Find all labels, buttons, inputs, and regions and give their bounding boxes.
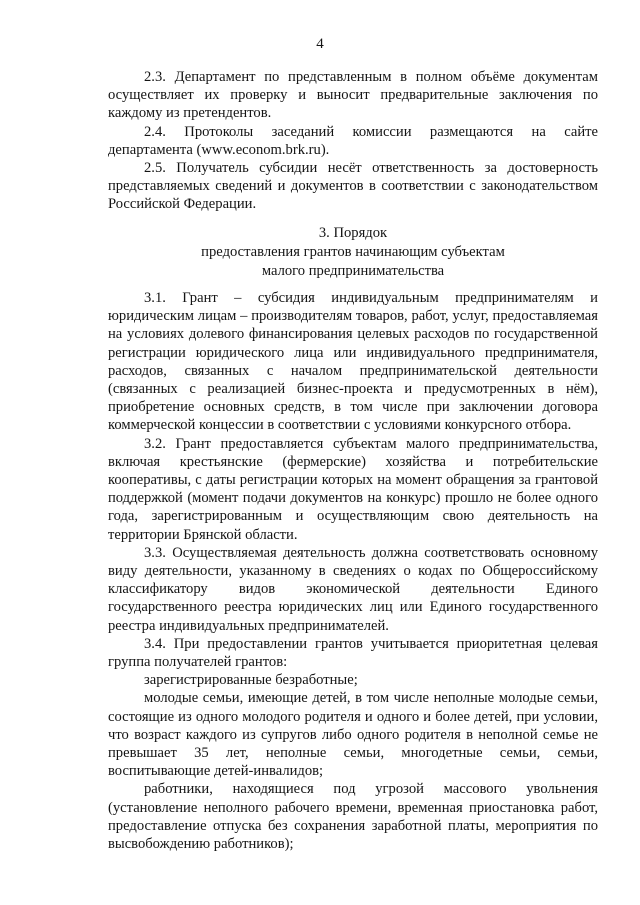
paragraphs-section-3 xyxy=(108,289,598,853)
paragraph-3-3: 3.3. Осуществляемая деятельность должна соответствовать основному виду деятельности, указанному в сведениях о кодах по Общероссийскому классификатору видов экономической деятельности Единого государственного реестра юридических лиц или Единого государственного реестра индивидуальных предпринимателей. xyxy=(108,544,598,634)
paragraph-2-4: 2.4. Протоколы заседаний комиссии размещаются на сайте департамента (www.econom.brk.ru). xyxy=(108,123,598,158)
section-heading-line-1: 3. Порядок xyxy=(318,225,388,241)
section-heading-line-2: предоставления грантов начинающим субъектам xyxy=(201,244,505,260)
paragraph-3-4: 3.4. При предоставлении грантов учитывается приоритетная целевая группа получателей грантов: xyxy=(108,635,598,671)
page-number: 4 xyxy=(316,36,324,52)
list-item-workers-layoff: работники, находящиеся под угрозой массового увольнения (установление неполного рабочего времени, временная приостановка работ, предоставление отпуска без сохранения заработной платы, мероприятия по высвобождению работников); xyxy=(108,781,598,853)
paragraph-2-5: 2.5. Получатель субсидии несёт ответственность за достоверность представляемых сведений и документов в соответствии с законодательством Российской Федерации. xyxy=(108,160,598,213)
paragraph-2-3: 2.3. Департамент по представленным в полном объёме документам осуществляет их проверку и выносит предварительные заключения по каждому из претендентов. xyxy=(108,69,598,122)
paragraph-3-2: 3.2. Грант предоставляется субъектам малого предпринимательства, включая крестьянские (фермерские) хозяйства и потребительские кооперативы, с даты регистрации которых на момент обращения за грантовой поддержкой (момент подачи документов на конкурс) прошло не более одного года, зарегистрированным и осуществляющим свою деятельность на территории Брянской области. xyxy=(108,435,598,543)
paragraph-3-1: 3.1. Грант – субсидия индивидуальным предпринимателям и юридическим лицам – производителям товаров, работ, услуг, предоставляемая на условиях долевого финансирования целевых расходов по государственной регистрации юридического лица или индивидуального предпринимателя, расходов, связанных с началом предпринимательской деятельности (связанных с реализацией бизнес-проекта и предусмотренных в нём), приобретение основных средств, в том числе при заключении договора коммерческой концессии в соответствии с условиями конкурсного отбора. xyxy=(108,290,598,434)
section-3-heading-block xyxy=(108,224,598,281)
section-heading-line-3: малого предпринимательства xyxy=(261,263,445,279)
section-heading xyxy=(108,224,598,281)
paragraphs-section-2 xyxy=(108,68,598,214)
list-item-unemployed: зарегистрированные безработные; xyxy=(144,672,358,689)
list-item-young-families: молодые семьи, имеющие детей, в том числе неполные молодые семьи, состоящие из одного молодого родителя и одного и более детей, при условии, что возраст каждого из супругов либо одного родителя в неполной семье не превышает 35 лет, неполные семьи, многодетные семьи, семьи, воспитывающие детей-инвалидов; xyxy=(108,690,598,780)
